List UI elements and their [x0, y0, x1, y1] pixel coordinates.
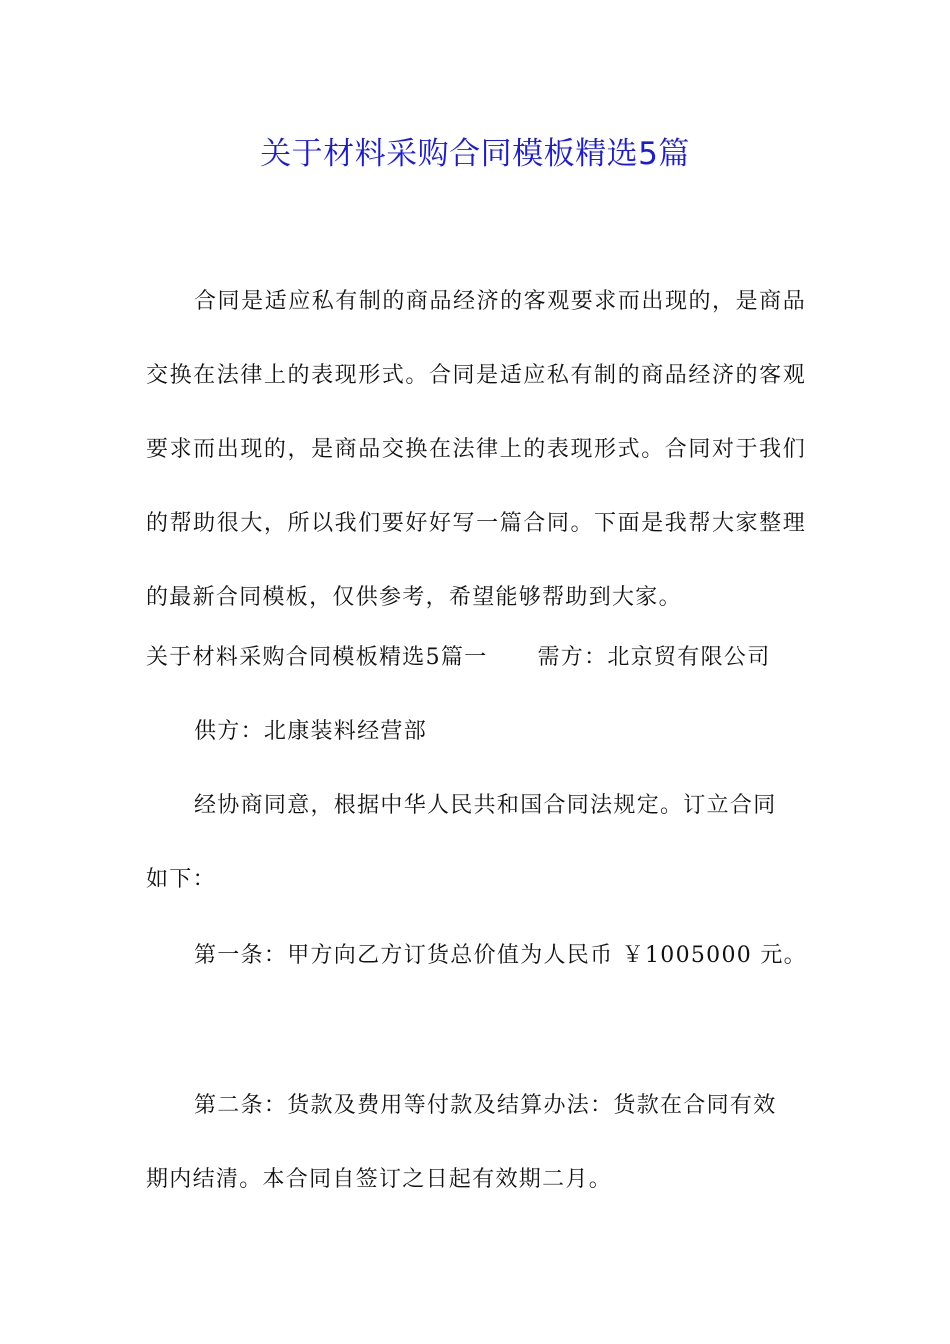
agreement-line-2: 如下： [146, 867, 216, 892]
document-title: 关于材料采购合同模板精选5篇 [260, 136, 690, 172]
article-2-line-1: 第二条：货款及费用等付款及结算办法：货款在合同有效 [194, 1093, 777, 1118]
section-heading: 关于材料采购合同模板精选5篇一 [146, 645, 488, 670]
agreement-line-1: 经协商同意，根据中华人民共和国合同法规定。订立合同 [194, 793, 777, 818]
intro-paragraph: 合同是适应私有制的商品经济的客观要求而出现的，是商品交换在法律上的表现形式。合同是适应私有制的商品经济的客观要求而出现的，是商品交换在法律上的表现形式。合同对于我们的帮助很大，所以我们要好好写一篇合同。下面是我帮大家整理的最新合同模板，仅供参考，希望能够帮助到大家。 [146, 289, 806, 610]
article-2-line-2: 期内结清。本合同自签订之日起有效期二月。 [146, 1167, 613, 1192]
supplier-line: 供方：北康装料经营部 [194, 719, 428, 744]
buyer-line: 需方：北京贸有限公司 [537, 645, 771, 670]
article-1: 第一条：甲方向乙方订货总价值为人民币 ￥1005000 元。 [194, 943, 807, 968]
section-heading-line [146, 638, 816, 678]
